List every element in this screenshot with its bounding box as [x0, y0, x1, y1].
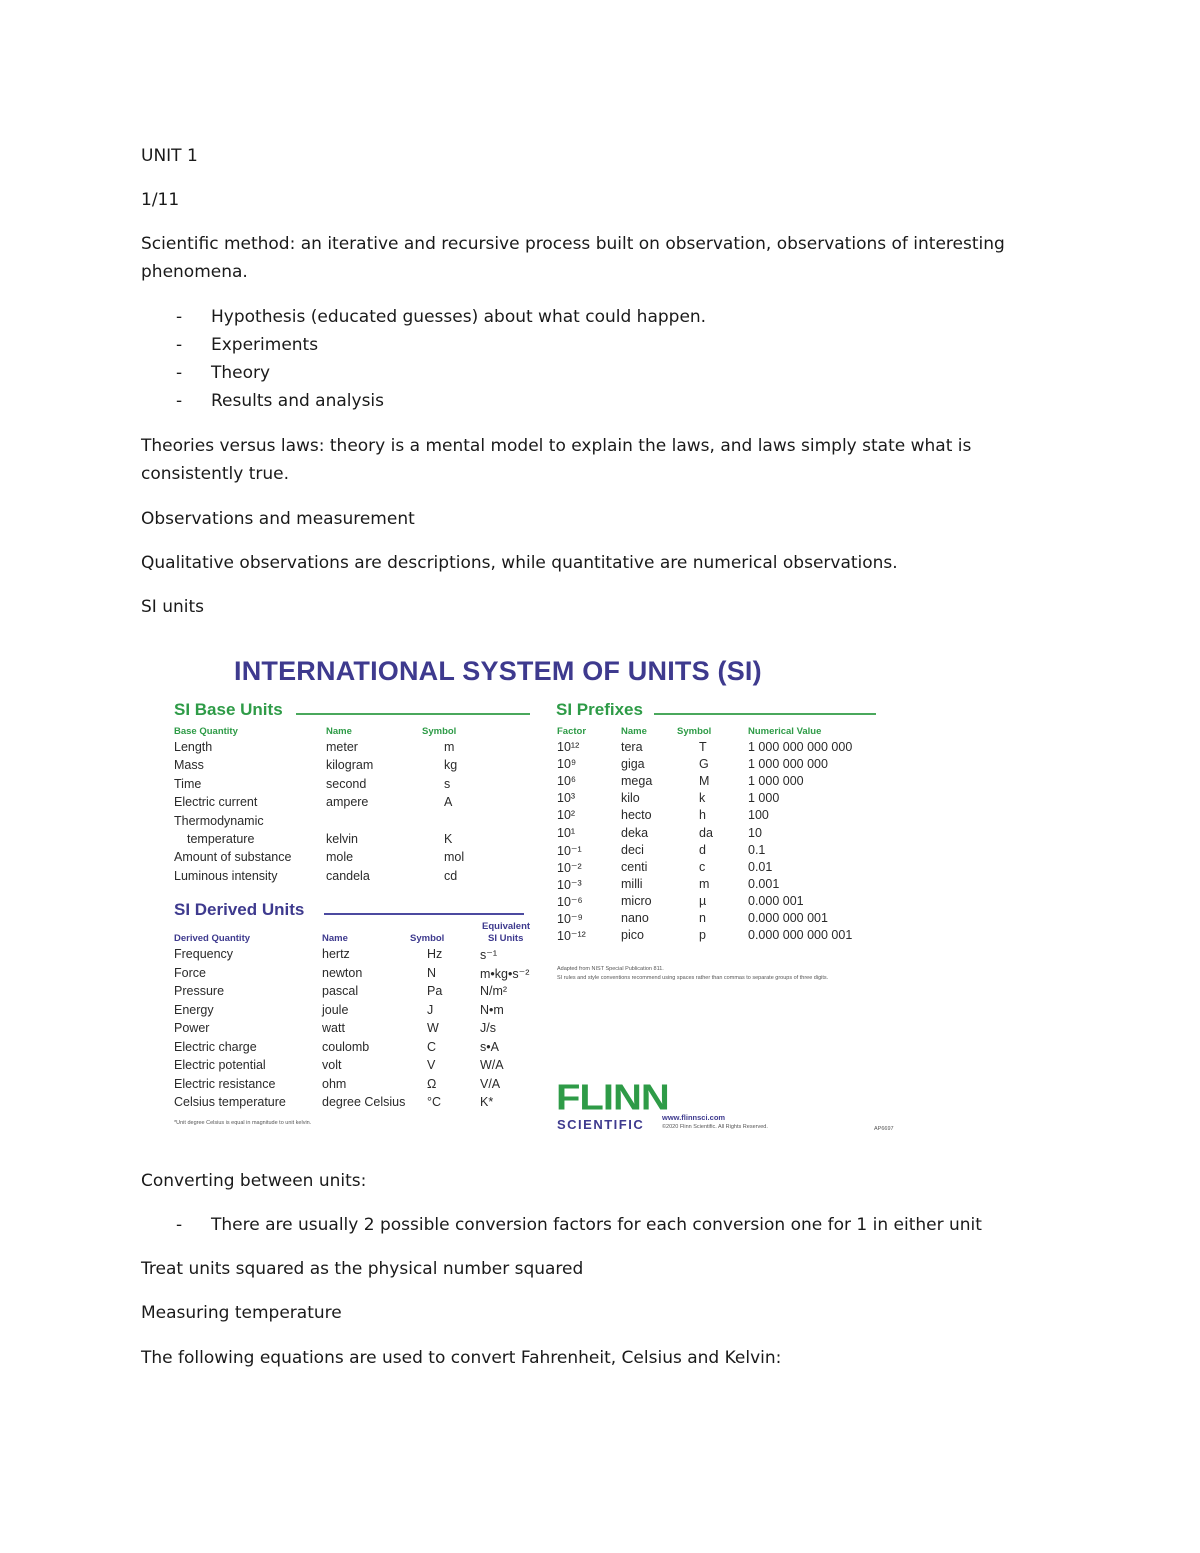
base-units-title: SI Base Units — [174, 700, 283, 719]
unit-heading: UNIT 1 — [141, 146, 198, 166]
qualitative-paragraph: Qualitative observations are descriptions, while quantitative are numerical observations. — [141, 553, 898, 573]
bullet-dash: - — [176, 391, 183, 411]
converting-heading: Converting between units: — [141, 1171, 367, 1191]
prefixes-cell: k — [699, 791, 706, 806]
prefixes-cell: µ — [699, 893, 707, 908]
list-item: There are usually 2 possible conversion factors for each conversion one for 1 in either unit — [211, 1215, 982, 1235]
derived-units-cell: Pa — [427, 984, 443, 998]
base-units-cell: second — [326, 776, 367, 791]
flinn-logo-scientific: SCIENTIFIC — [557, 1117, 645, 1132]
prefixes-cell: m — [699, 876, 710, 891]
derived-units-cell: J — [427, 1002, 434, 1017]
base-units-cell: Thermodynamic — [174, 813, 264, 828]
prefixes-cell: 10⁻⁶ — [557, 894, 583, 909]
derived-units-title: SI Derived Units — [174, 900, 305, 919]
derived-units-cell: degree Celsius — [322, 1095, 406, 1109]
prefixes-cell: 10¹ — [557, 825, 576, 840]
prefixes-cell: 0.01 — [748, 859, 773, 874]
derived-units-cell: Frequency — [174, 947, 234, 961]
base-units-cell: kelvin — [326, 832, 358, 846]
derived-units-cell: N/m² — [480, 984, 508, 998]
flinn-logo: FLINN — [556, 1078, 669, 1118]
prefix-header-name: Name — [621, 726, 647, 737]
bullet-dash: - — [176, 335, 183, 355]
prefixes-cell: pico — [621, 928, 644, 943]
prefixes-cell: 0.001 — [748, 876, 780, 891]
figure-code: AP6697 — [874, 1126, 894, 1132]
prefixes-cell: centi — [621, 859, 648, 874]
prefixes-cell: 1 000 000 — [748, 774, 804, 789]
base-units-cell: temperature — [187, 832, 255, 846]
list-item: Theory — [211, 363, 271, 383]
base-units-cell: Luminous intensity — [174, 868, 278, 883]
measuring-temperature-heading: Measuring temperature — [141, 1303, 342, 1323]
prefixes-cell: mega — [621, 774, 653, 789]
flinn-copyright: ©2020 Flinn Scientific. All Rights Reserved. — [662, 1124, 768, 1130]
derived-units-cell: pascal — [322, 984, 359, 998]
derived-units-cell: J/s — [480, 1021, 496, 1035]
derived-units-cell: coulomb — [322, 1039, 370, 1054]
prefixes-cell: 10 — [748, 825, 762, 840]
derived-units-cell: watt — [322, 1021, 345, 1035]
derived-units-cell: V/A — [480, 1076, 501, 1091]
base-units-cell: Length — [174, 740, 213, 754]
base-units-cell: Electric current — [174, 795, 258, 810]
derived-units-cell: Force — [174, 965, 206, 980]
prefix-header-value: Numerical Value — [748, 726, 822, 737]
derived-units-cell: W/A — [480, 1058, 504, 1072]
derived-units-cell: Celsius temperature — [174, 1095, 286, 1109]
prefixes-cell: 10⁻¹² — [557, 929, 586, 944]
base-units-cell: candela — [326, 868, 370, 883]
prefixes-cell: 1 000 000 000 000 — [748, 740, 853, 754]
prefixes-cell: da — [699, 825, 713, 840]
derived-header-si-units: SI Units — [488, 933, 524, 944]
bullet-dash: - — [176, 307, 183, 327]
prefixes-cell: 0.1 — [748, 842, 766, 857]
equations-intro-paragraph: The following equations are used to convert Fahrenheit, Celsius and Kelvin: — [141, 1348, 782, 1368]
derived-units-cell: newton — [322, 965, 363, 980]
derived-units-cell: V — [427, 1058, 436, 1072]
si-units-heading: SI units — [141, 597, 205, 617]
base-header-quantity: Base Quantity — [174, 726, 238, 737]
derived-units-cell: joule — [322, 1002, 349, 1017]
bullet-dash: - — [176, 1215, 183, 1235]
derived-units-cell: s⁻¹ — [480, 948, 498, 962]
base-units-cell: Time — [174, 776, 202, 791]
derived-header-quantity: Derived Quantity — [174, 933, 251, 944]
derived-units-cell: C — [427, 1039, 437, 1054]
prefix-header-symbol: Symbol — [677, 726, 712, 737]
prefixes-cell: hecto — [621, 808, 652, 823]
prefixes-cell: M — [699, 774, 710, 789]
prefixes-cell: deci — [621, 842, 644, 857]
list-item: Experiments — [211, 335, 319, 355]
prefixes-note-source: Adapted from NIST Special Publication 811. — [557, 966, 664, 972]
derived-footnote: *Unit degree Celsius is equal in magnitude to unit kelvin. — [174, 1120, 312, 1126]
derived-units-cell: Pressure — [174, 984, 225, 998]
flinn-website: www.flinnsci.com — [662, 1113, 726, 1122]
prefixes-cell: milli — [621, 876, 643, 891]
derived-units-cell: Electric resistance — [174, 1076, 276, 1091]
prefixes-cell: tera — [621, 740, 643, 754]
derived-units-cell: Ω — [427, 1076, 437, 1091]
prefixes-cell: deka — [621, 825, 649, 840]
derived-header-name: Name — [322, 933, 348, 944]
si-units-figure — [160, 650, 920, 1140]
list-item: Results and analysis — [211, 391, 385, 411]
derived-units-cell: W — [427, 1021, 439, 1035]
prefixes-cell: h — [699, 808, 706, 823]
base-units-cell: A — [444, 795, 453, 810]
derived-units-cell: K* — [480, 1095, 494, 1109]
prefixes-cell: 10⁹ — [557, 757, 577, 772]
prefixes-cell: 10³ — [557, 791, 576, 806]
prefixes-cell: nano — [621, 911, 649, 925]
base-units-cell: K — [444, 832, 453, 846]
base-units-rule — [296, 713, 530, 715]
prefixes-cell: 100 — [748, 808, 769, 823]
derived-units-cell: Power — [174, 1021, 210, 1035]
derived-units-cell: ohm — [322, 1076, 347, 1091]
base-units-cell: Mass — [174, 758, 204, 773]
base-units-cell: cd — [444, 868, 458, 883]
prefixes-cell: d — [699, 842, 706, 857]
treat-units-paragraph: Treat units squared as the physical number squared — [141, 1259, 584, 1279]
base-units-cell: meter — [326, 740, 358, 754]
prefixes-cell: c — [699, 859, 706, 874]
prefixes-cell: 0.000 000 000 001 — [748, 928, 853, 943]
prefixes-cell: 10⁻⁹ — [557, 912, 583, 926]
base-units-cell: kilogram — [326, 758, 374, 773]
scientific-method-paragraph: Scientific method: an iterative and recursive process built on observation, observations of interesting phenomena. — [141, 234, 1005, 282]
prefixes-cell: 0.000 001 — [748, 893, 804, 908]
observations-heading: Observations and measurement — [141, 509, 415, 529]
derived-units-cell: Hz — [427, 947, 443, 961]
prefixes-cell: p — [699, 928, 706, 943]
derived-units-cell: m•kg•s⁻² — [480, 966, 530, 981]
prefixes-cell: 10⁶ — [557, 774, 577, 789]
derived-header-symbol: Symbol — [410, 933, 445, 944]
base-units-cell: kg — [444, 758, 458, 773]
base-units-cell: s — [444, 776, 451, 791]
prefix-header-factor: Factor — [557, 726, 587, 737]
prefixes-cell: 10⁻² — [557, 860, 582, 875]
prefixes-cell: 10¹² — [557, 740, 580, 754]
date-line: 1/11 — [141, 190, 180, 210]
prefixes-cell: 10⁻³ — [557, 877, 582, 892]
derived-units-cell: Electric potential — [174, 1058, 266, 1072]
prefixes-cell: 10² — [557, 808, 576, 823]
prefixes-title: SI Prefixes — [556, 700, 643, 719]
derived-units-cell: Electric charge — [174, 1039, 257, 1054]
prefixes-cell: G — [699, 757, 709, 772]
base-units-cell: Amount of substance — [174, 850, 292, 865]
derived-header-equivalent: Equivalent — [482, 921, 531, 932]
prefixes-cell: 10⁻¹ — [557, 843, 582, 858]
prefixes-cell: 1 000 — [748, 791, 780, 806]
prefixes-cell: n — [699, 911, 706, 925]
derived-units-cell: Energy — [174, 1002, 214, 1017]
prefixes-cell: T — [699, 740, 707, 754]
figure-title: INTERNATIONAL SYSTEM OF UNITS (SI) — [234, 656, 762, 686]
base-units-cell: mol — [444, 850, 465, 865]
prefixes-note-style: SI rules and style conventions recommend using spaces rather than commas to separate groups of three digits. — [557, 975, 829, 981]
derived-units-cell: N — [427, 965, 437, 980]
theories-paragraph: Theories versus laws: theory is a mental model to explain the laws, and laws simply state what is consistently true. — [141, 436, 972, 484]
derived-units-cell: °C — [427, 1095, 442, 1109]
derived-units-cell: N•m — [480, 1002, 504, 1017]
base-header-name: Name — [326, 726, 352, 737]
prefixes-cell: micro — [621, 893, 652, 908]
bullet-dash: - — [176, 363, 183, 383]
prefixes-cell: 1 000 000 000 — [748, 757, 828, 772]
base-header-symbol: Symbol — [422, 726, 457, 737]
list-item: Hypothesis (educated guesses) about what could happen. — [211, 307, 707, 327]
derived-units-cell: volt — [322, 1058, 342, 1072]
prefixes-cell: giga — [621, 757, 645, 772]
base-units-cell: mole — [326, 850, 354, 865]
prefixes-cell: 0.000 000 001 — [748, 911, 828, 925]
prefixes-cell: kilo — [621, 791, 640, 806]
derived-units-cell: hertz — [322, 947, 350, 961]
base-units-cell: ampere — [326, 795, 369, 810]
derived-units-rule — [324, 913, 524, 915]
prefixes-rule — [654, 713, 876, 715]
base-units-cell: m — [444, 740, 455, 754]
derived-units-cell: s•A — [480, 1039, 499, 1054]
